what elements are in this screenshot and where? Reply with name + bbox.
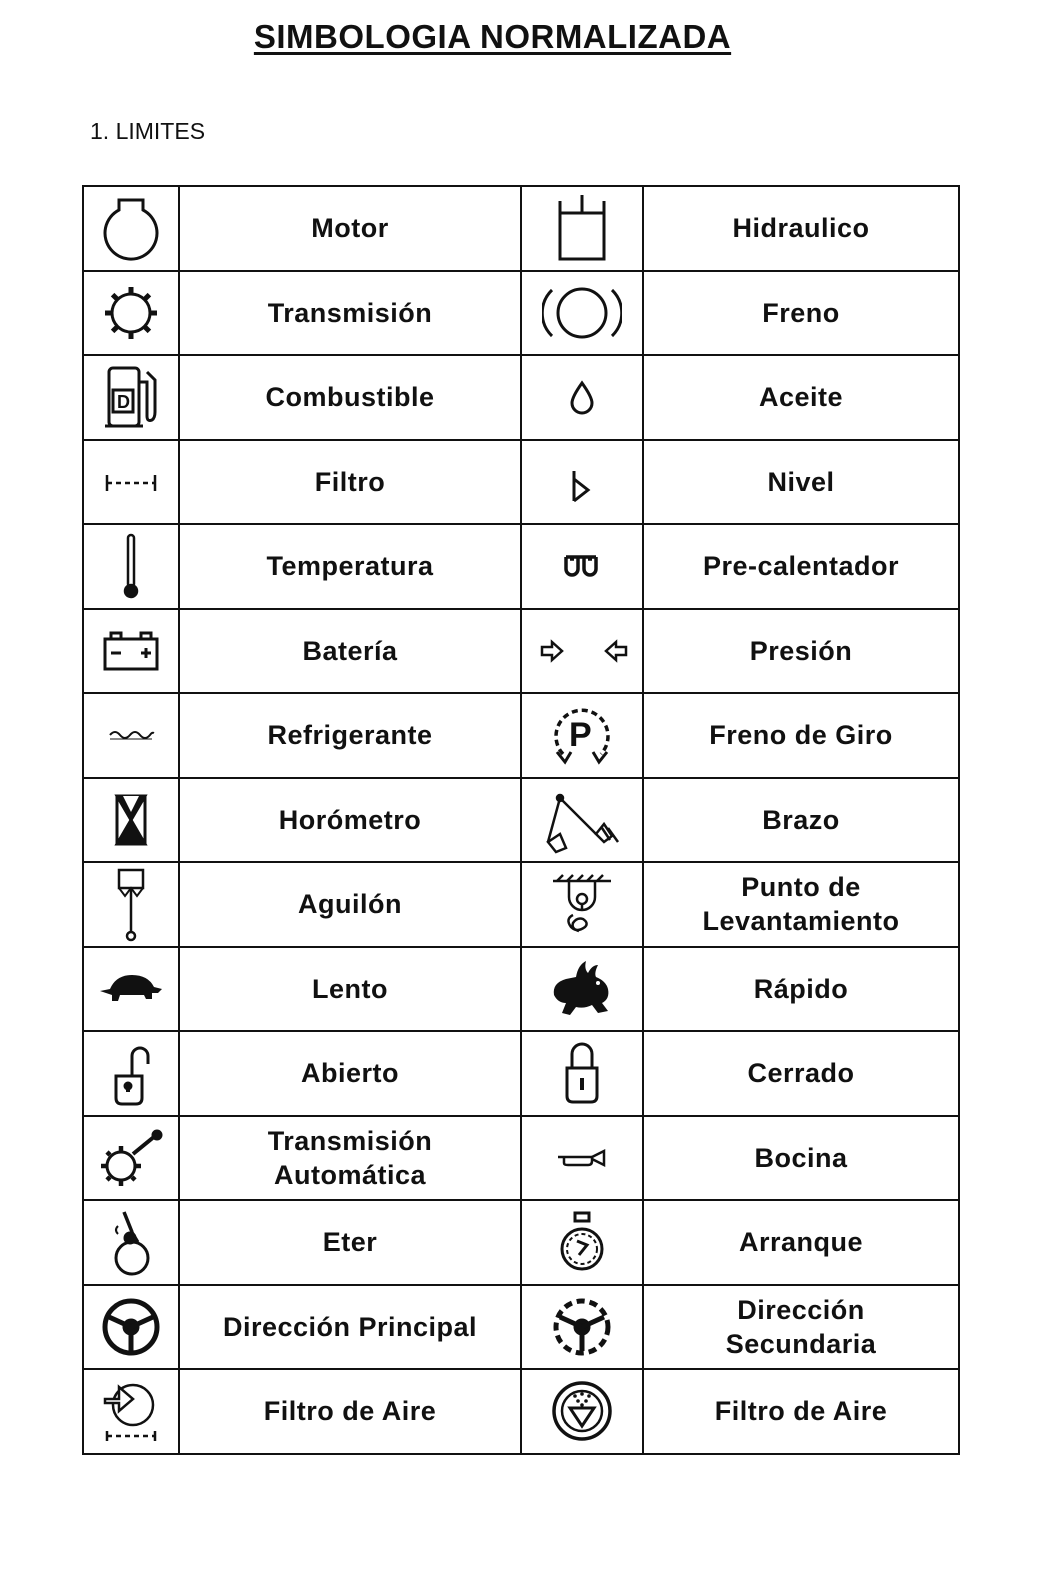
table-row <box>83 1200 959 1285</box>
level-icon <box>562 457 602 507</box>
filter-icon <box>101 467 161 497</box>
horn-icon <box>552 1143 612 1173</box>
table-row <box>83 862 959 947</box>
steering-wheel-icon <box>99 1295 163 1359</box>
symbol-label: Filtro de Aire <box>643 1369 959 1454</box>
glow-plug-icon <box>560 549 604 583</box>
symbol-label: Hidraulico <box>643 186 959 271</box>
table-row <box>83 524 959 609</box>
symbol-label: Dirección Principal <box>179 1285 521 1370</box>
ether-icon <box>106 1206 156 1278</box>
battery-icon <box>101 629 161 673</box>
svg-text:D: D <box>117 392 130 413</box>
symbol-label: Aguilón <box>179 862 521 947</box>
symbol-label: Abierto <box>179 1031 521 1116</box>
hydraulic-icon <box>552 191 612 265</box>
table-row <box>83 186 959 271</box>
symbol-label: Freno <box>643 271 959 356</box>
locked-padlock-icon <box>557 1038 607 1108</box>
symbol-label: Cerrado <box>643 1031 959 1116</box>
oil-drop-icon <box>562 377 602 417</box>
table-row <box>83 693 959 778</box>
secondary-steering-icon <box>550 1295 614 1359</box>
air-filter-dust-icon <box>549 1378 615 1444</box>
automatic-transmission-icon <box>95 1126 167 1190</box>
symbol-label: Horómetro <box>179 778 521 863</box>
swing-brake-icon <box>547 700 617 770</box>
symbol-label: Bocina <box>643 1116 959 1201</box>
symbol-label: Lento <box>179 947 521 1032</box>
table-row <box>83 440 959 525</box>
excavator-arm-icon <box>540 784 624 856</box>
turtle-icon <box>96 971 166 1007</box>
symbol-label: Aceite <box>643 355 959 440</box>
symbol-label: Pre-calentador <box>643 524 959 609</box>
unlocked-padlock-icon <box>106 1038 156 1108</box>
table-row <box>83 1285 959 1370</box>
thermometer-icon <box>116 531 146 601</box>
transmission-gear-icon <box>99 281 163 345</box>
section-heading: 1. LIMITES <box>90 118 206 144</box>
lifting-point-icon <box>547 871 617 937</box>
symbol-label: Transmisión Automática <box>179 1116 521 1201</box>
pressure-arrows-icon <box>532 636 632 666</box>
symbol-label: Freno de Giro <box>643 693 959 778</box>
air-filter-icon <box>99 1375 163 1447</box>
hourglass-icon <box>111 792 151 848</box>
symbol-label: Filtro de Aire <box>179 1369 521 1454</box>
symbol-label: Eter <box>179 1200 521 1285</box>
table-row <box>83 1369 959 1454</box>
symbol-label: Punto de Levantamiento <box>643 862 959 947</box>
motor-icon <box>99 192 163 264</box>
svg-text:P: P <box>569 716 592 755</box>
symbol-table <box>82 185 960 1455</box>
table-row <box>83 355 959 440</box>
fuel-pump-icon <box>101 362 161 432</box>
table-row <box>83 609 959 694</box>
symbol-label: Rápido <box>643 947 959 1032</box>
symbol-label: Refrigerante <box>179 693 521 778</box>
boom-icon <box>111 866 151 942</box>
symbol-label: Brazo <box>643 778 959 863</box>
starter-icon <box>557 1209 607 1275</box>
coolant-waves-icon <box>106 723 156 747</box>
symbol-label: Filtro <box>179 440 521 525</box>
table-row <box>83 947 959 1032</box>
symbol-label: Motor <box>179 186 521 271</box>
table-row <box>83 1116 959 1201</box>
symbol-label: Combustible <box>179 355 521 440</box>
symbol-label: Dirección Secundaria <box>643 1285 959 1370</box>
symbol-label: Arranque <box>643 1200 959 1285</box>
symbol-label: Nivel <box>643 440 959 525</box>
symbol-label: Batería <box>179 609 521 694</box>
table-row <box>83 778 959 863</box>
page-title: SIMBOLOGIA NORMALIZADA <box>253 18 732 55</box>
rabbit-icon <box>548 959 616 1019</box>
symbol-label: Temperatura <box>179 524 521 609</box>
table-row <box>83 1031 959 1116</box>
symbol-label: Presión <box>643 609 959 694</box>
symbol-label: Transmisión <box>179 271 521 356</box>
table-row <box>83 271 959 356</box>
brake-icon <box>542 282 622 344</box>
